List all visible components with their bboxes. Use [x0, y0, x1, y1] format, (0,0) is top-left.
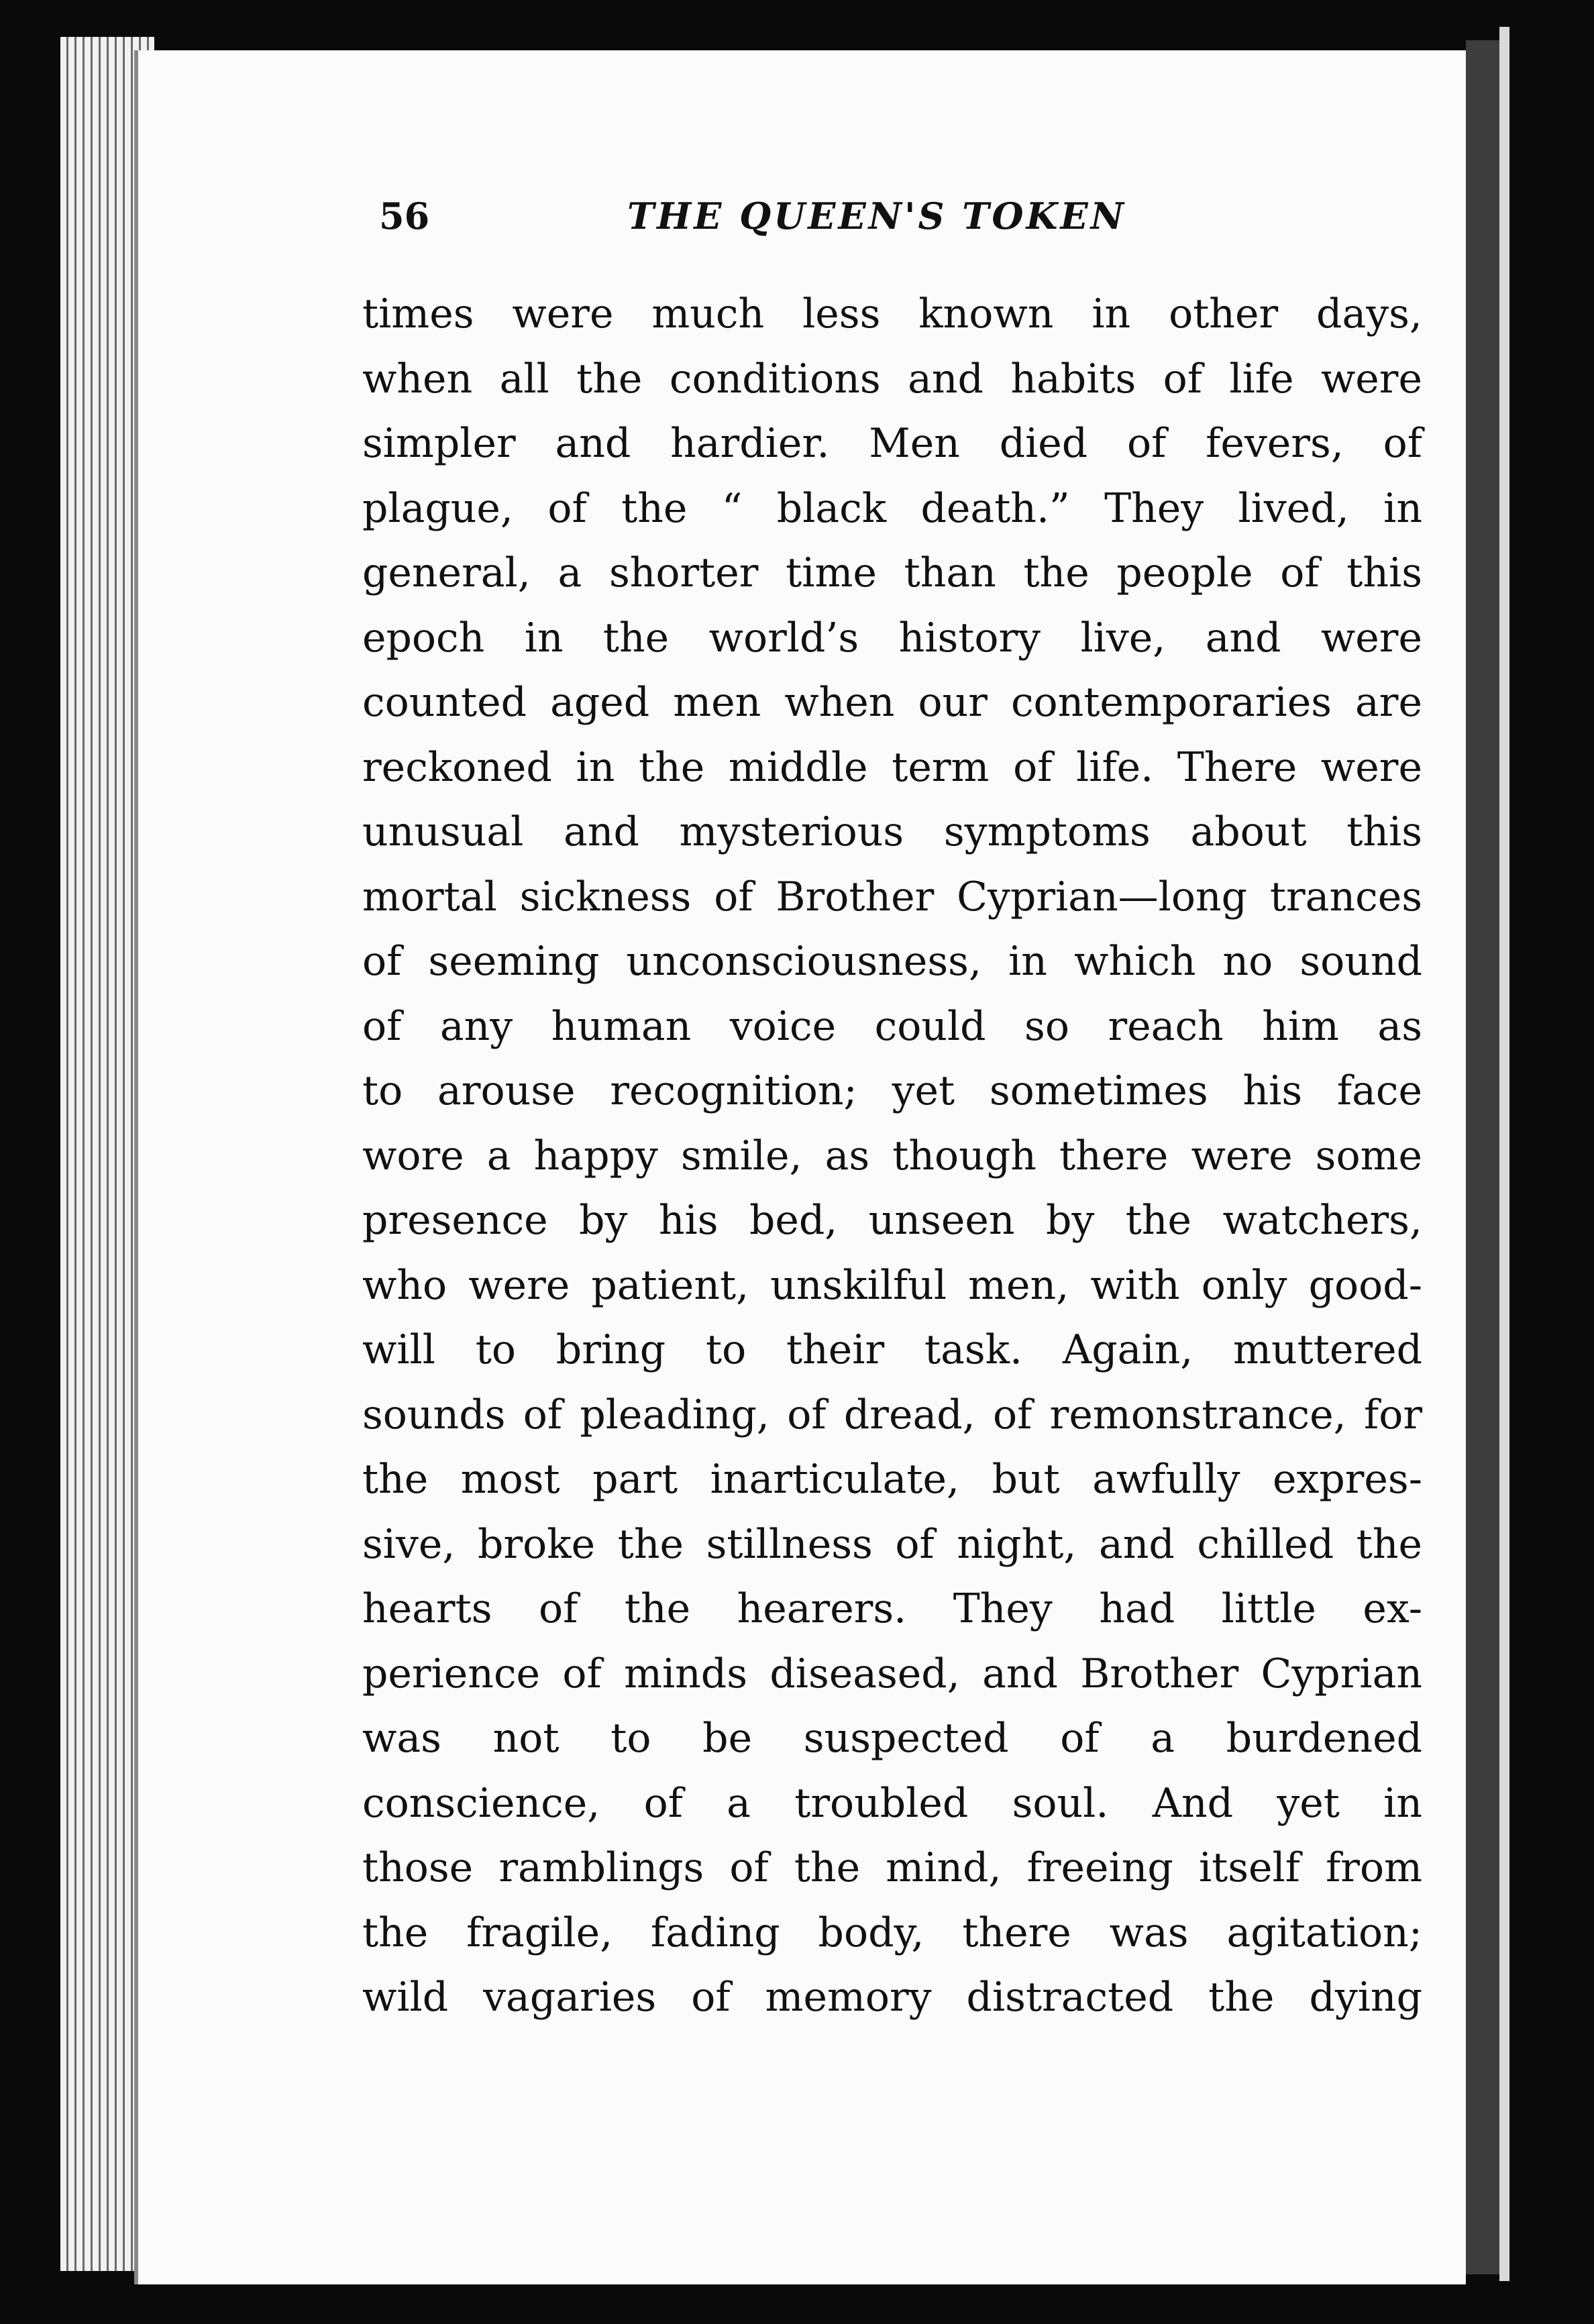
- text-line: mortal sickness of Brother Cyprian—long trances: [362, 873, 1422, 920]
- text-line: wild vagaries of memory distracted the dying: [362, 1974, 1422, 2021]
- text-line: unusual and mysterious symptoms about this: [362, 808, 1422, 855]
- text-line: wore a happy smile, as though there were some: [362, 1132, 1422, 1179]
- text-line: the most part inarticulate, but awfully expres-: [362, 1456, 1422, 1503]
- text-line: to arouse recognition; yet sometimes his face: [362, 1067, 1422, 1114]
- text-line: reckoned in the middle term of life. There were: [362, 743, 1422, 791]
- text-line: sive, broke the stillness of night, and chilled the: [362, 1520, 1422, 1568]
- text-line: simpler and hardier. Men died of fevers, of: [362, 420, 1422, 467]
- text-line: of seeming unconsciousness, in which no sound: [362, 938, 1422, 985]
- text-line: conscience, of a troubled soul. And yet in: [362, 1779, 1422, 1827]
- text-line: the fragile, fading body, there was agitation;: [362, 1909, 1422, 1956]
- page-header: [379, 195, 1130, 248]
- text-line: will to bring to their task. Again, muttered: [362, 1326, 1422, 1373]
- page-number: 56: [379, 195, 430, 237]
- text-line: epoch in the world’s history live, and were: [362, 614, 1422, 662]
- text-line: perience of minds diseased, and Brother Cyprian: [362, 1650, 1422, 1697]
- text-line: counted aged men when our contemporaries are: [362, 679, 1422, 726]
- text-line: plague, of the “ black death.” They lived, in: [362, 484, 1422, 532]
- running-title: THE QUEEN'S TOKEN: [627, 195, 1126, 237]
- book-spine: [1466, 40, 1499, 2274]
- text-line: hearts of the hearers. They had little ex-: [362, 1585, 1422, 1632]
- text-line: was not to be suspected of a burdened: [362, 1715, 1422, 1762]
- text-line: general, a shorter time than the people of this: [362, 549, 1422, 596]
- text-line: times were much less known in other days,: [362, 290, 1422, 337]
- spine-edge: [1499, 27, 1509, 2281]
- text-line: those ramblings of the mind, freeing itself from: [362, 1844, 1422, 1891]
- text-line: who were patient, unskilful men, with only good-: [362, 1261, 1422, 1309]
- body-text: [362, 282, 1422, 2030]
- text-line: presence by his bed, unseen by the watchers,: [362, 1197, 1422, 1244]
- text-line: of any human voice could so reach him as: [362, 1002, 1422, 1050]
- text-line: sounds of pleading, of dread, of remonstrance, for: [362, 1391, 1422, 1438]
- text-line: when all the conditions and habits of life were: [362, 355, 1422, 403]
